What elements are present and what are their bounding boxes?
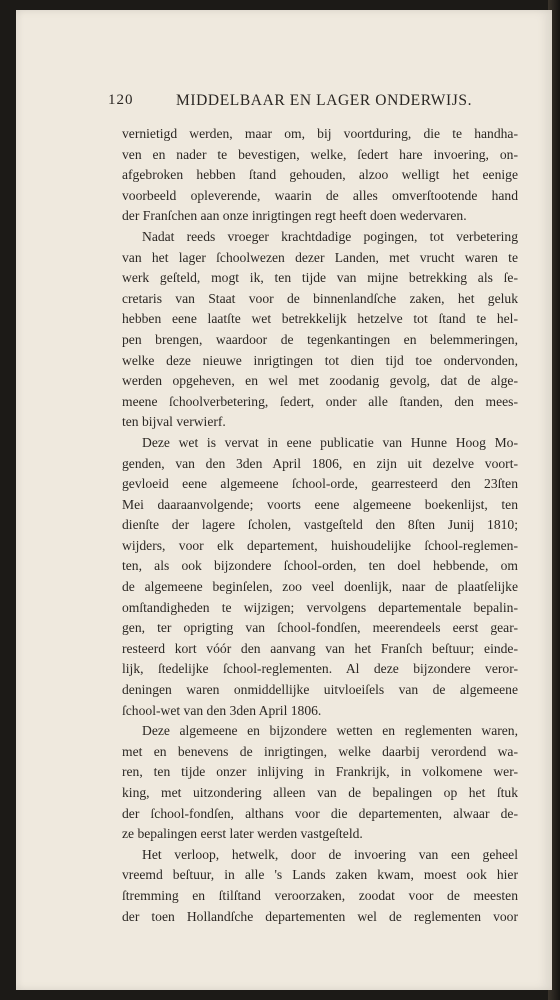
text-line: werk geſteld, mogt ik, ten tijde van mijne betrekking als ſe- [122, 270, 518, 286]
text-line: Deze wet is vervat in eene publicatie van Hunne Hoog Mo- [142, 434, 518, 450]
text-line: ven en nader te bevestigen, welke, ſedert hare invoering, on- [122, 146, 518, 162]
text-line: gen, ter oprigting van ſchool-fondſen, meerendeels eerst gear- [122, 620, 518, 636]
text-line: resteerd kort vóór den aanvang van het Franſch beſtuur; einde- [122, 640, 518, 656]
text-line: der toen Hollandſche departementen wel de reglementen voor [122, 908, 518, 924]
text-line: meene ſchoolverbetering, ſedert, onder alle ſtanden, den mees- [122, 393, 518, 409]
text-line: omſtandigheden te wijzigen; vervolgens departementale bepalin- [122, 599, 518, 615]
text-line: hebben eene laatſte wet betrekkelijk hetzelve tot ſtand te hel- [122, 311, 518, 327]
text-line: voorbeeld opleverende, waarin de alles omverſtootende hand [122, 187, 518, 203]
text-line: vernietigd werden, maar om, bij voortduring, die te handha- [122, 126, 518, 141]
text-line: welke deze nieuwe inrigtingen tot dien tijd toe ondervonden, [122, 352, 518, 368]
text-line: wijders, voor elk departement, huishoudelijke ſchool-reglemen- [122, 537, 518, 553]
text-line: ſtremming en ſtilſtand veroorzaken, zoodat voor de meesten [122, 887, 518, 903]
text-line: gevloeid eene algemeene ſchool-orde, gearresteerd den 23ſten [122, 476, 518, 492]
page-number: 120 [108, 92, 134, 108]
text-line: de algemeene beginſelen, zoo veel doenlijk, naar de plaatſelijke [122, 579, 518, 595]
text-line: ren, ten tijde onzer inlijving in Frankrijk, in volkomene wer- [122, 764, 518, 780]
text-line: werden opgeheven, en wel met zoodanig gevolg, dat de alge- [122, 373, 518, 389]
body-text [122, 124, 518, 927]
text-line: vreemd beſtuur, in alle 's Lands zaken kwam, moest ook hier [122, 867, 518, 883]
text-line: pen brengen, waardoor de tegenkantingen en belemmeringen, [122, 331, 518, 347]
page-header [108, 92, 480, 112]
text-line: ze bepalingen eerst later werden vastgeſteld. [122, 826, 363, 842]
text-line: cretaris van Staat voor de binnenlandſche zaken, het geluk [122, 290, 518, 306]
text-line: der Franſchen aan onze inrigtingen regt heeft doen wedervaren. [122, 208, 467, 224]
text-line: ten, als ook bijzondere ſchool-orden, ten doel hebbende, om [122, 558, 518, 574]
text-line: der ſchool-fondſen, althans voor die departementen, alwaar de- [122, 805, 518, 821]
text-line: Nadat reeds vroeger krachtdadige pogingen, tot verbetering [142, 228, 518, 244]
running-title: MIDDELBAAR EN LAGER ONDERWIJS. [176, 92, 473, 109]
text-line: afgebroken hebben ſtand gehouden, alzoo welligt het eenige [122, 167, 518, 183]
text-line: van het lager ſchoolwezen dezer Landen, met vrucht waren te [122, 249, 518, 265]
text-line: dienſte der lagere ſcholen, vastgeſteld den 8ſten Junij 1810; [122, 517, 518, 533]
text-line: king, met uitzondering alleen van de bepalingen op het ſtuk [122, 785, 518, 800]
text-line: met en benevens de inrigtingen, welke daarbij verordend wa- [122, 743, 518, 759]
text-line: ten bijval verwierf. [122, 414, 226, 430]
text-line: lijk, ſtedelijke ſchool-reglementen. Al deze bijzondere veror- [122, 661, 518, 677]
text-line: Het verloop, hetwelk, door de invoering van een geheel [142, 846, 518, 862]
text-line: Mei daaraanvolgende; voorts eene algemeene boekenlijst, ten [122, 496, 518, 512]
text-line: Deze algemeene en bijzondere wetten en reglementen waren, [142, 723, 518, 739]
text-line: genden, van den 3den April 1806, en zijn uit dezelve voort- [122, 455, 518, 471]
text-line: deningen waren onmiddellijke uitvloeiſels van de algemeene [122, 682, 518, 698]
text-line: ſchool-wet van den 3den April 1806. [122, 702, 322, 718]
